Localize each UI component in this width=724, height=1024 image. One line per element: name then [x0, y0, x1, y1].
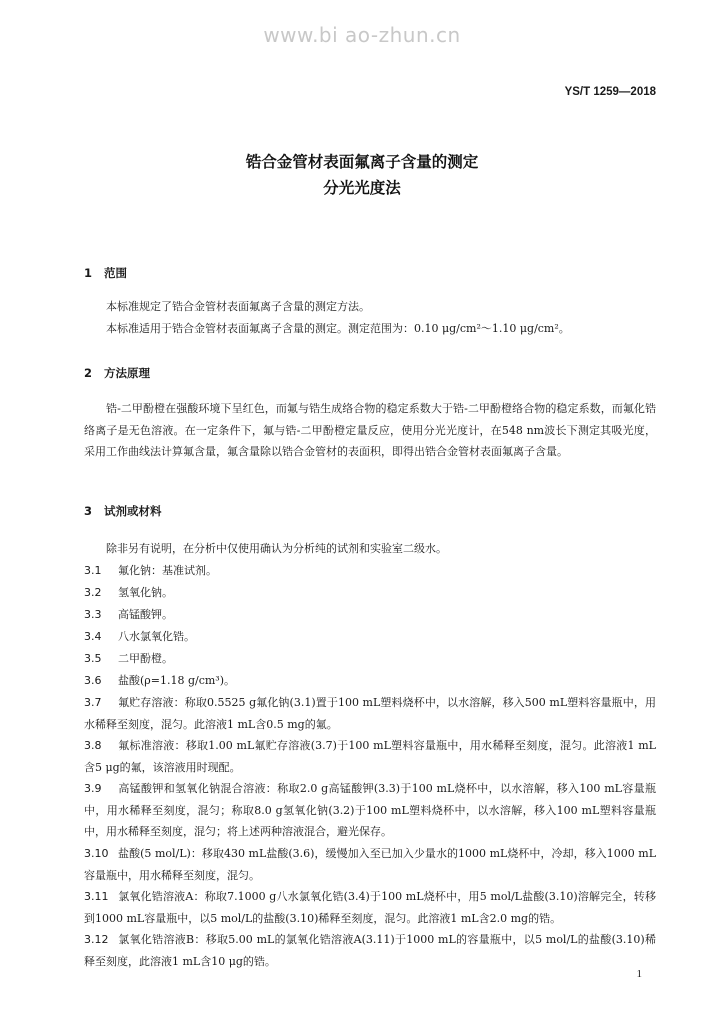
watermark-text: www.bi ao-zhun.cn	[263, 23, 461, 47]
item-text: 氟标准溶液：移取1.00 mL氟贮存溶液(3.7)于100 mL塑料容量瓶中，用水稀释至刻度，混匀。此溶液1 mL含5 μg的氟，该溶液用时现配。	[84, 739, 656, 774]
item-number: 3.2	[84, 586, 102, 599]
reagent-item	[84, 604, 656, 626]
reagent-item	[84, 735, 656, 778]
item-number: 3.8	[84, 739, 102, 752]
item-text: 氯氧化锆溶液A：称取7.1000 g八水氯氧化锆(3.4)于100 mL烧杯中，用5 mol/L盐酸(3.10)溶解完全，转移到1000 mL容量瓶中，以5 mol/L的盐酸(3.10)稀释至刻度，混匀。此溶液1 mL含2.0 mg的锆。	[84, 890, 656, 925]
item-number: 3.3	[84, 608, 102, 621]
section-number: 2	[84, 366, 93, 380]
document-title: 锆合金管材表面氟离子含量的测定	[245, 153, 479, 171]
section-heading-principle	[84, 365, 150, 381]
item-text: 二甲酚橙。	[118, 652, 173, 665]
item-text: 氯氧化锆溶液B：移取5.00 mL的氯氧化锆溶液A(3.11)于1000 mL的容量瓶中，以5 mol/L的盐酸(3.10)稀释至刻度，此溶液1 mL含10 μg的锆。	[84, 933, 656, 968]
reagent-item	[84, 886, 656, 929]
section-number: 1	[84, 266, 93, 280]
reagent-item	[84, 778, 656, 843]
item-number: 3.5	[84, 652, 102, 665]
section-title: 范围	[104, 266, 127, 280]
item-text: 八水氯氧化锆。	[118, 630, 195, 643]
reagent-item	[84, 648, 656, 670]
document-subtitle: 分光光度法	[323, 179, 401, 197]
section-number: 3	[84, 504, 93, 518]
reagent-item	[84, 560, 656, 582]
item-number: 3.9	[84, 782, 102, 795]
item-text: 高锰酸钾。	[118, 608, 173, 621]
item-text: 盐酸(5 mol/L)：移取430 mL盐酸(3.6)，缓慢加入至已加入少量水的1000 mL烧杯中，冷却，移入1000 mL容量瓶中，用水稀释至刻度，混匀。	[84, 847, 656, 882]
scope-paragraph: 本标准规定了锆合金管材表面氟离子含量的测定方法。	[106, 300, 370, 313]
standard-number: YS/T 1259—2018	[564, 86, 656, 98]
section-title: 方法原理	[104, 366, 150, 380]
reagent-item	[84, 692, 656, 735]
item-number: 3.4	[84, 630, 102, 643]
item-text: 高锰酸钾和氢氧化钠混合溶液：称取2.0 g高锰酸钾(3.3)于100 mL烧杯中，以水溶解，移入100 mL容量瓶中，用水稀释至刻度，混匀；称取8.0 g氢氧化钠(3.2)于100 mL塑料烧杯中，以水溶解，移入100 mL塑料容量瓶中，用水稀释至刻度，混匀；将上述两种溶液混合，避光保存。	[84, 782, 656, 839]
item-number: 3.6	[84, 674, 102, 687]
page-number: 1	[636, 968, 642, 980]
reagent-item	[84, 670, 656, 692]
item-number: 3.11	[84, 890, 109, 903]
reagents-intro: 除非另有说明，在分析中仅使用确认为分析纯的试剂和实验室二级水。	[106, 542, 447, 555]
reagent-item	[84, 582, 656, 604]
item-number: 3.7	[84, 696, 102, 709]
reagent-item	[84, 843, 656, 886]
reagent-item	[84, 929, 656, 972]
principle-paragraph: 锆-二甲酚橙在强酸环境下呈红色，而氟与锆生成络合物的稳定系数大于锆-二甲酚橙络合物的稳定系数，而氟化锆络离子是无色溶液。在一定条件下，氟与锆-二甲酚橙定量反应，使用分光光度计，在548 nm波长下测定其吸光度，采用工作曲线法计算氟含量，氟含量除以锆合金管材的表面积，即得出锆合金管材表面氟离子含量。	[84, 402, 656, 459]
section-heading-scope	[84, 265, 127, 281]
scope-paragraph: 本标准适用于锆合金管材表面氟离子含量的测定。测定范围为：0.10 μg/cm²～1.10 μg/cm²。	[106, 322, 570, 335]
item-number: 3.10	[84, 847, 109, 860]
section-heading-reagents	[84, 503, 162, 519]
item-number: 3.1	[84, 564, 102, 577]
section-title: 试剂或材料	[104, 504, 162, 518]
item-text: 氢氧化钠。	[118, 586, 173, 599]
reagent-item	[84, 626, 656, 648]
item-text: 氟贮存溶液：称取0.5525 g氟化钠(3.1)置于100 mL塑料烧杯中，以水溶解，移入500 mL塑料容量瓶中，用水稀释至刻度，混匀。此溶液1 mL含0.5 mg的氟。	[84, 696, 656, 731]
item-number: 3.12	[84, 933, 109, 946]
item-text: 氟化钠：基准试剂。	[118, 564, 217, 577]
item-text: 盐酸(ρ=1.18 g/cm³)。	[118, 674, 236, 687]
